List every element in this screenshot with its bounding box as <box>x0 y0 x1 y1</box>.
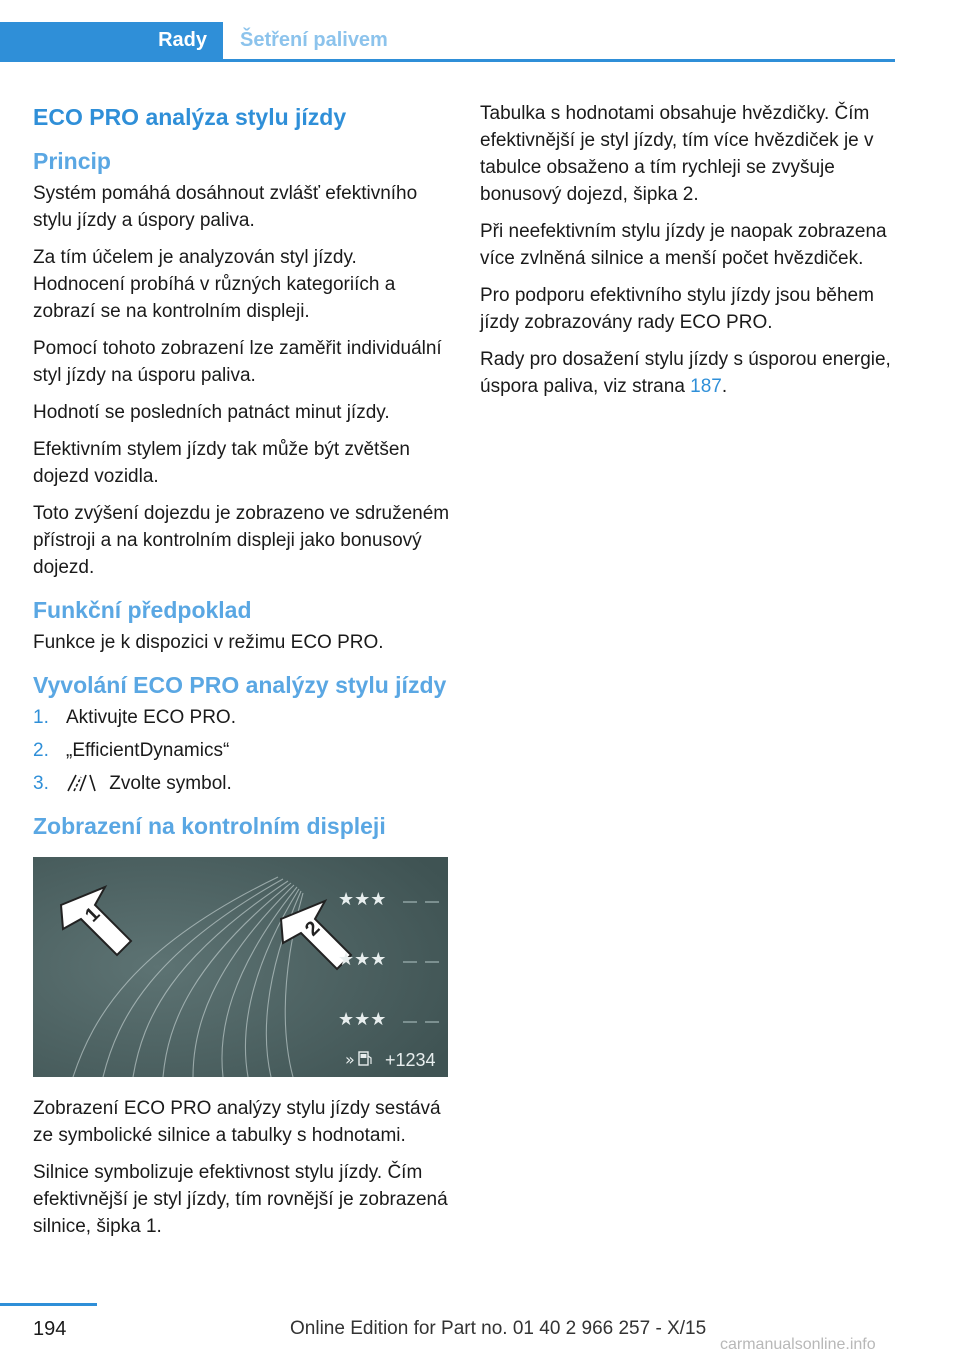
arrow-2-label: 2 <box>300 917 325 941</box>
list-item <box>33 770 453 797</box>
tab-rady[interactable] <box>0 22 223 62</box>
list-item <box>33 704 453 731</box>
page-link-187[interactable]: 187 <box>690 376 722 397</box>
paragraph: Pro podporu efektivního stylu jízdy jsou během jízdy zobrazovány rady ECO PRO. <box>480 285 874 333</box>
section-heading-predpoklad: Funkční předpoklad <box>33 597 252 623</box>
step-number: 3. <box>33 773 49 794</box>
paragraph: Silnice symbolizuje efektivnost stylu jízdy. Čím efektivnější je styl jízdy, tím rovnější je zobrazená silnice, šipka 1. <box>33 1162 448 1237</box>
page-number: 194 <box>33 1318 67 1340</box>
road-symbol-icon <box>66 772 96 792</box>
paragraph: Systém pomáhá dosáhnout zvlášť efektivního stylu jízdy a úspory paliva. <box>33 183 418 231</box>
paragraph: Funkce je k dispozici v režimu ECO PRO. <box>33 632 384 653</box>
bonus-range-value: +1234 <box>385 1050 436 1070</box>
paragraph: Za tím účelem je analyzován styl jízdy. Hodnocení probíhá v různých kategoriích a zobrazí se na kontrolním displeji. <box>33 247 396 322</box>
paragraph: Toto zvýšení dojezdu je zobrazeno ve sdruženém přístroji a na kontrolním displeji jako bonusový dojezd. <box>33 503 450 578</box>
left-column <box>33 100 453 1250</box>
arrow-1-label: 1 <box>80 903 105 927</box>
paragraph: Tabulka s hodnotami obsahuje hvězdičky. Čím efektivnější je styl jízdy, tím více hvězdiček je v tabulce obsaženo a tím rychleji se zvyšuje bonusový dojezd, šipka 2. <box>480 103 874 205</box>
stars-row-3: ★★★ <box>338 1009 387 1030</box>
edition-info: Online Edition for Part no. 01 40 2 966 257 - X/15 <box>290 1318 707 1339</box>
bonus-prefix: » <box>345 1050 355 1069</box>
header-divider <box>0 59 895 62</box>
watermark: carmanualsonline.info <box>720 1336 876 1353</box>
stars-row-2: ★★★ <box>338 949 387 970</box>
step-text: Aktivujte ECO PRO. <box>66 707 236 728</box>
section-heading-vyvolani: Vyvolání ECO PRO analýzy stylu jízdy <box>33 672 447 698</box>
section-heading-zobrazeni: Zobrazení na kontrolním displeji <box>33 813 386 839</box>
paragraph-text: Rady pro dosažení stylu jízdy s úsporou energie, úspora paliva, viz strana <box>480 349 891 397</box>
eco-pro-display-figure <box>33 857 448 1077</box>
paragraph <box>480 346 900 400</box>
page-header <box>0 0 895 62</box>
page-title: ECO PRO analýza stylu jízdy <box>33 104 347 130</box>
step-text: „EfficientDynamics“ <box>66 740 230 761</box>
paragraph: Při neefektivním stylu jízdy je naopak zobrazena více zvlněná silnice a menší počet hvězdiček. <box>480 221 887 269</box>
step-text: Zvolte symbol. <box>109 773 232 794</box>
step-number: 1. <box>33 707 49 728</box>
stars-row-1: ★★★ <box>338 889 387 910</box>
steps-list <box>33 704 453 797</box>
paragraph-end: . <box>721 376 728 397</box>
tab-rady-label: Rady <box>158 29 207 51</box>
eco-pro-road-illustration <box>33 857 448 1077</box>
list-item <box>33 737 453 764</box>
paragraph: Zobrazení ECO PRO analýzy stylu jízdy sestává ze symbolické silnice a tabulky s hodnotami. <box>33 1098 441 1146</box>
section-heading-princip: Princip <box>33 148 111 174</box>
paragraph: Hodnotí se posledních patnáct minut jízdy. <box>33 402 390 423</box>
step-number: 2. <box>33 740 49 761</box>
footer-divider <box>0 1303 97 1306</box>
paragraph: Pomocí tohoto zobrazení lze zaměřit individuální styl jízdy na úsporu paliva. <box>33 338 442 386</box>
right-column <box>480 100 900 410</box>
paragraph: Efektivním stylem jízdy tak může být zvětšen dojezd vozidla. <box>33 439 410 487</box>
tab-setreni-palivem[interactable]: Šetření palivem <box>240 29 388 51</box>
